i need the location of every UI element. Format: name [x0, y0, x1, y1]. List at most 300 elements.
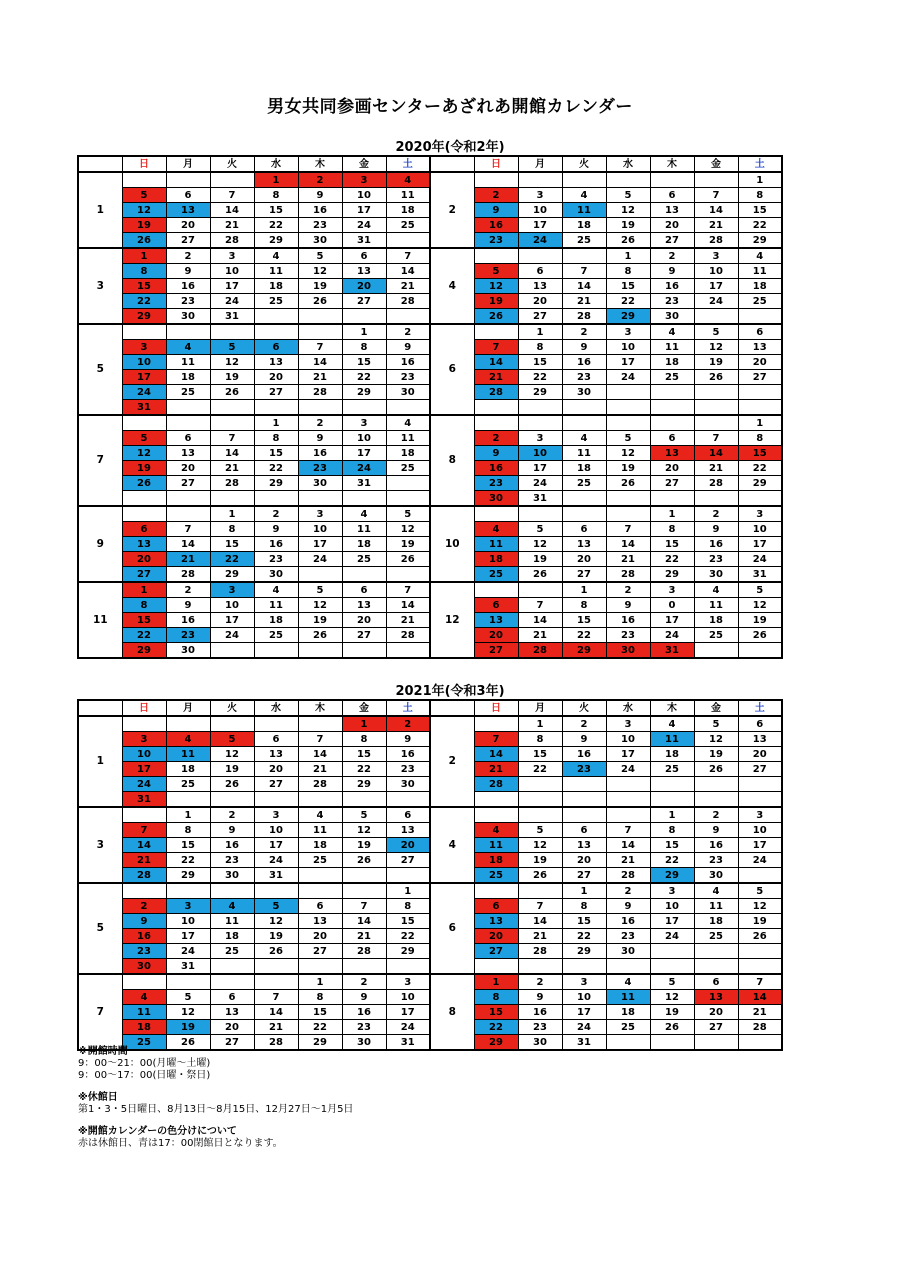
day-cell: 28: [518, 643, 562, 659]
day-cell: 25: [606, 1020, 650, 1035]
day-cell: 11: [166, 355, 210, 370]
month-header-cell: [78, 156, 122, 172]
day-cell: 17: [694, 279, 738, 294]
day-cell: 9: [562, 340, 606, 355]
day-cell: [650, 792, 694, 808]
day-cell: [122, 324, 166, 340]
month-label: 8: [430, 974, 474, 1050]
day-cell: [518, 582, 562, 598]
day-cell: 8: [254, 431, 298, 446]
day-cell: 13: [518, 279, 562, 294]
day-cell: 7: [210, 431, 254, 446]
day-cell: [122, 491, 166, 507]
weekday-header: 火: [210, 700, 254, 716]
notes: [78, 1046, 353, 1150]
day-cell: 21: [386, 279, 430, 294]
day-cell: 5: [606, 188, 650, 203]
month-header-cell: [78, 700, 122, 716]
day-cell: 27: [562, 567, 606, 583]
day-cell: 19: [738, 613, 782, 628]
day-cell: 29: [474, 1035, 518, 1051]
day-cell: [562, 792, 606, 808]
day-cell: 30: [606, 643, 650, 659]
day-cell: 14: [694, 446, 738, 461]
day-cell: [342, 491, 386, 507]
day-cell: 8: [122, 598, 166, 613]
day-cell: 1: [738, 172, 782, 188]
day-cell: [298, 868, 342, 884]
day-cell: 12: [694, 732, 738, 747]
day-cell: 27: [122, 567, 166, 583]
day-cell: 11: [342, 522, 386, 537]
day-cell: 31: [210, 309, 254, 325]
day-cell: [210, 883, 254, 899]
day-cell: 28: [738, 1020, 782, 1035]
day-cell: 22: [562, 929, 606, 944]
day-cell: 30: [474, 491, 518, 507]
day-cell: 7: [342, 899, 386, 914]
day-cell: 17: [386, 1005, 430, 1020]
day-cell: [694, 959, 738, 975]
day-cell: 20: [738, 355, 782, 370]
day-cell: 5: [694, 324, 738, 340]
day-cell: 4: [254, 248, 298, 264]
day-cell: 1: [298, 974, 342, 990]
day-cell: [210, 716, 254, 732]
day-cell: 29: [562, 643, 606, 659]
day-cell: 27: [254, 777, 298, 792]
day-cell: 25: [166, 777, 210, 792]
weekday-header: 火: [562, 156, 606, 172]
day-cell: 18: [254, 279, 298, 294]
day-cell: 14: [474, 747, 518, 762]
weekday-header: 日: [474, 156, 518, 172]
day-cell: 16: [342, 1005, 386, 1020]
day-cell: [298, 309, 342, 325]
day-cell: [298, 643, 342, 659]
day-cell: 1: [562, 883, 606, 899]
day-cell: [694, 491, 738, 507]
day-cell: 16: [474, 461, 518, 476]
day-cell: [166, 716, 210, 732]
day-cell: 30: [342, 1035, 386, 1051]
day-cell: 31: [122, 400, 166, 416]
day-cell: 7: [606, 823, 650, 838]
day-cell: 27: [650, 233, 694, 249]
day-cell: 21: [298, 370, 342, 385]
day-cell: 19: [166, 1020, 210, 1035]
day-cell: 16: [122, 929, 166, 944]
day-cell: 29: [254, 476, 298, 491]
day-cell: 19: [254, 929, 298, 944]
day-cell: [518, 506, 562, 522]
day-cell: 20: [386, 838, 430, 853]
day-cell: 13: [210, 1005, 254, 1020]
month-label: 6: [430, 324, 474, 415]
day-cell: 18: [342, 537, 386, 552]
day-cell: 15: [122, 613, 166, 628]
day-cell: 24: [650, 929, 694, 944]
day-cell: 5: [606, 431, 650, 446]
day-cell: 4: [606, 974, 650, 990]
day-cell: 14: [518, 914, 562, 929]
day-cell: [210, 792, 254, 808]
day-cell: 13: [738, 340, 782, 355]
day-cell: 10: [518, 446, 562, 461]
day-cell: 10: [210, 598, 254, 613]
day-cell: [738, 309, 782, 325]
day-cell: 5: [210, 732, 254, 747]
day-cell: [166, 400, 210, 416]
day-cell: 11: [694, 598, 738, 613]
hours-line-2: 9：00～17：00(日曜・祭日): [78, 1070, 211, 1081]
day-cell: 3: [122, 340, 166, 355]
day-cell: 6: [738, 716, 782, 732]
day-cell: 26: [122, 233, 166, 249]
day-cell: 7: [386, 248, 430, 264]
month-label: 11: [78, 582, 122, 658]
day-cell: 28: [386, 294, 430, 309]
day-cell: 30: [210, 868, 254, 884]
day-cell: 2: [166, 582, 210, 598]
day-cell: 17: [298, 537, 342, 552]
day-cell: 31: [254, 868, 298, 884]
day-cell: 12: [122, 446, 166, 461]
day-cell: [738, 868, 782, 884]
calendar-2020: [77, 155, 783, 659]
page-title: 男女共同参画センターあざれあ開館カレンダー: [267, 97, 633, 117]
day-cell: 26: [210, 777, 254, 792]
week-row: [78, 883, 782, 899]
day-cell: 10: [518, 203, 562, 218]
day-cell: 14: [694, 203, 738, 218]
day-cell: 19: [606, 461, 650, 476]
day-cell: 13: [254, 355, 298, 370]
day-cell: 20: [342, 613, 386, 628]
day-cell: [166, 974, 210, 990]
day-cell: 13: [694, 990, 738, 1005]
day-cell: [738, 944, 782, 959]
day-cell: [474, 248, 518, 264]
day-cell: 20: [474, 628, 518, 643]
day-cell: 25: [562, 476, 606, 491]
day-cell: 25: [694, 929, 738, 944]
day-cell: 22: [166, 853, 210, 868]
weekday-header: 金: [694, 156, 738, 172]
weekday-header-row: [78, 700, 782, 716]
day-cell: 11: [122, 1005, 166, 1020]
day-cell: 25: [254, 294, 298, 309]
day-cell: 22: [122, 294, 166, 309]
day-cell: 12: [254, 914, 298, 929]
day-cell: 26: [210, 385, 254, 400]
day-cell: 1: [122, 248, 166, 264]
day-cell: 8: [474, 990, 518, 1005]
day-cell: 25: [386, 461, 430, 476]
day-cell: 6: [342, 248, 386, 264]
day-cell: 1: [254, 172, 298, 188]
weekday-header: 月: [518, 700, 562, 716]
day-cell: 18: [562, 218, 606, 233]
day-cell: [562, 807, 606, 823]
day-cell: 24: [386, 1020, 430, 1035]
day-cell: 10: [298, 522, 342, 537]
day-cell: 15: [342, 355, 386, 370]
day-cell: 8: [210, 522, 254, 537]
day-cell: 24: [606, 370, 650, 385]
day-cell: 10: [694, 264, 738, 279]
day-cell: 18: [474, 853, 518, 868]
day-cell: 1: [606, 248, 650, 264]
day-cell: 4: [298, 807, 342, 823]
day-cell: [650, 400, 694, 416]
day-cell: 21: [210, 218, 254, 233]
day-cell: [342, 309, 386, 325]
day-cell: 31: [342, 476, 386, 491]
day-cell: 21: [606, 552, 650, 567]
day-cell: 18: [694, 613, 738, 628]
day-cell: 27: [562, 868, 606, 884]
day-cell: 20: [650, 461, 694, 476]
day-cell: 4: [342, 506, 386, 522]
day-cell: 22: [738, 461, 782, 476]
day-cell: 12: [298, 264, 342, 279]
day-cell: 14: [518, 613, 562, 628]
day-cell: 26: [474, 309, 518, 325]
day-cell: 22: [254, 461, 298, 476]
day-cell: 5: [694, 716, 738, 732]
day-cell: 4: [694, 582, 738, 598]
day-cell: 18: [122, 1020, 166, 1035]
day-cell: 18: [474, 552, 518, 567]
day-cell: 16: [386, 747, 430, 762]
day-cell: 15: [562, 613, 606, 628]
day-cell: 23: [166, 294, 210, 309]
day-cell: 11: [474, 537, 518, 552]
day-cell: 23: [122, 944, 166, 959]
day-cell: 26: [694, 762, 738, 777]
day-cell: 26: [738, 628, 782, 643]
day-cell: 24: [562, 1020, 606, 1035]
day-cell: [518, 807, 562, 823]
day-cell: [562, 777, 606, 792]
day-cell: 27: [474, 944, 518, 959]
day-cell: 3: [342, 415, 386, 431]
day-cell: 22: [518, 762, 562, 777]
day-cell: 23: [210, 853, 254, 868]
weekday-header: 土: [386, 156, 430, 172]
day-cell: 11: [254, 264, 298, 279]
day-cell: [518, 883, 562, 899]
day-cell: 4: [386, 415, 430, 431]
day-cell: 9: [166, 264, 210, 279]
day-cell: 13: [342, 264, 386, 279]
day-cell: [738, 385, 782, 400]
day-cell: [606, 1035, 650, 1051]
day-cell: 19: [694, 355, 738, 370]
day-cell: 21: [694, 461, 738, 476]
day-cell: 14: [386, 598, 430, 613]
day-cell: 30: [298, 476, 342, 491]
day-cell: [298, 567, 342, 583]
day-cell: 31: [738, 567, 782, 583]
day-cell: 14: [210, 446, 254, 461]
day-cell: [210, 172, 254, 188]
weekday-header: 土: [386, 700, 430, 716]
day-cell: [474, 506, 518, 522]
day-cell: 1: [122, 582, 166, 598]
day-cell: 14: [474, 355, 518, 370]
weekday-header: 火: [210, 156, 254, 172]
day-cell: [650, 385, 694, 400]
day-cell: 3: [738, 506, 782, 522]
day-cell: 24: [254, 853, 298, 868]
day-cell: 12: [210, 747, 254, 762]
day-cell: 18: [166, 370, 210, 385]
day-cell: 25: [298, 853, 342, 868]
day-cell: [386, 959, 430, 975]
day-cell: 27: [474, 643, 518, 659]
day-cell: 19: [210, 762, 254, 777]
day-cell: 29: [562, 944, 606, 959]
day-cell: 19: [122, 218, 166, 233]
month-label: 5: [78, 324, 122, 415]
day-cell: 8: [650, 522, 694, 537]
day-cell: 16: [166, 279, 210, 294]
day-cell: 14: [254, 1005, 298, 1020]
day-cell: 3: [342, 172, 386, 188]
day-cell: 24: [650, 628, 694, 643]
day-cell: 23: [298, 218, 342, 233]
day-cell: 25: [474, 567, 518, 583]
weekday-header: 木: [650, 700, 694, 716]
weekday-header: 金: [342, 156, 386, 172]
weekday-header: 木: [650, 156, 694, 172]
day-cell: 20: [298, 929, 342, 944]
day-cell: 18: [298, 838, 342, 853]
day-cell: 12: [122, 203, 166, 218]
day-cell: 18: [386, 446, 430, 461]
day-cell: 17: [210, 613, 254, 628]
day-cell: [166, 415, 210, 431]
day-cell: 12: [518, 838, 562, 853]
day-cell: 19: [386, 537, 430, 552]
day-cell: 30: [166, 309, 210, 325]
day-cell: 2: [166, 248, 210, 264]
day-cell: 23: [474, 476, 518, 491]
day-cell: 15: [650, 537, 694, 552]
day-cell: [122, 415, 166, 431]
day-cell: 13: [166, 446, 210, 461]
day-cell: 3: [738, 807, 782, 823]
day-cell: 9: [562, 732, 606, 747]
day-cell: 26: [254, 944, 298, 959]
day-cell: 8: [738, 188, 782, 203]
day-cell: [606, 807, 650, 823]
day-cell: [694, 400, 738, 416]
day-cell: 10: [386, 990, 430, 1005]
day-cell: 11: [650, 732, 694, 747]
day-cell: 13: [474, 613, 518, 628]
day-cell: [518, 777, 562, 792]
day-cell: 2: [342, 974, 386, 990]
day-cell: [606, 792, 650, 808]
day-cell: [122, 807, 166, 823]
day-cell: 30: [386, 777, 430, 792]
day-cell: 18: [738, 279, 782, 294]
day-cell: [650, 1035, 694, 1051]
day-cell: 16: [694, 838, 738, 853]
day-cell: 9: [166, 598, 210, 613]
day-cell: [166, 883, 210, 899]
day-cell: 18: [210, 929, 254, 944]
weekday-header: 木: [298, 156, 342, 172]
day-cell: 8: [562, 598, 606, 613]
weekday-header: 水: [254, 700, 298, 716]
day-cell: 29: [166, 868, 210, 884]
day-cell: 23: [606, 628, 650, 643]
day-cell: 22: [342, 370, 386, 385]
day-cell: [166, 491, 210, 507]
day-cell: 28: [298, 777, 342, 792]
day-cell: 28: [298, 385, 342, 400]
day-cell: 5: [474, 264, 518, 279]
day-cell: 24: [606, 762, 650, 777]
day-cell: 10: [650, 899, 694, 914]
day-cell: 23: [342, 1020, 386, 1035]
day-cell: 29: [650, 567, 694, 583]
day-cell: 13: [650, 446, 694, 461]
color-legend-heading: ※開館カレンダーの色分けについて: [78, 1126, 237, 1137]
day-cell: 29: [254, 233, 298, 249]
day-cell: [606, 959, 650, 975]
day-cell: 1: [342, 324, 386, 340]
day-cell: 24: [518, 233, 562, 249]
day-cell: 23: [166, 628, 210, 643]
day-cell: 17: [342, 446, 386, 461]
day-cell: 22: [298, 1020, 342, 1035]
day-cell: 11: [386, 188, 430, 203]
day-cell: 1: [254, 415, 298, 431]
day-cell: 20: [562, 853, 606, 868]
day-cell: [254, 959, 298, 975]
day-cell: [254, 883, 298, 899]
day-cell: 25: [474, 868, 518, 884]
month-label: 3: [78, 807, 122, 883]
day-cell: [606, 506, 650, 522]
day-cell: [694, 385, 738, 400]
day-cell: 3: [518, 431, 562, 446]
day-cell: 19: [738, 914, 782, 929]
day-cell: 1: [738, 415, 782, 431]
day-cell: [650, 944, 694, 959]
day-cell: [738, 792, 782, 808]
day-cell: 14: [166, 537, 210, 552]
day-cell: [386, 792, 430, 808]
day-cell: 4: [474, 522, 518, 537]
day-cell: 15: [254, 203, 298, 218]
day-cell: 17: [122, 762, 166, 777]
day-cell: 21: [606, 853, 650, 868]
day-cell: 31: [518, 491, 562, 507]
day-cell: 4: [122, 990, 166, 1005]
day-cell: [474, 582, 518, 598]
day-cell: 3: [694, 248, 738, 264]
day-cell: 24: [210, 628, 254, 643]
weekday-header: 月: [518, 156, 562, 172]
day-cell: 1: [166, 807, 210, 823]
day-cell: [386, 643, 430, 659]
